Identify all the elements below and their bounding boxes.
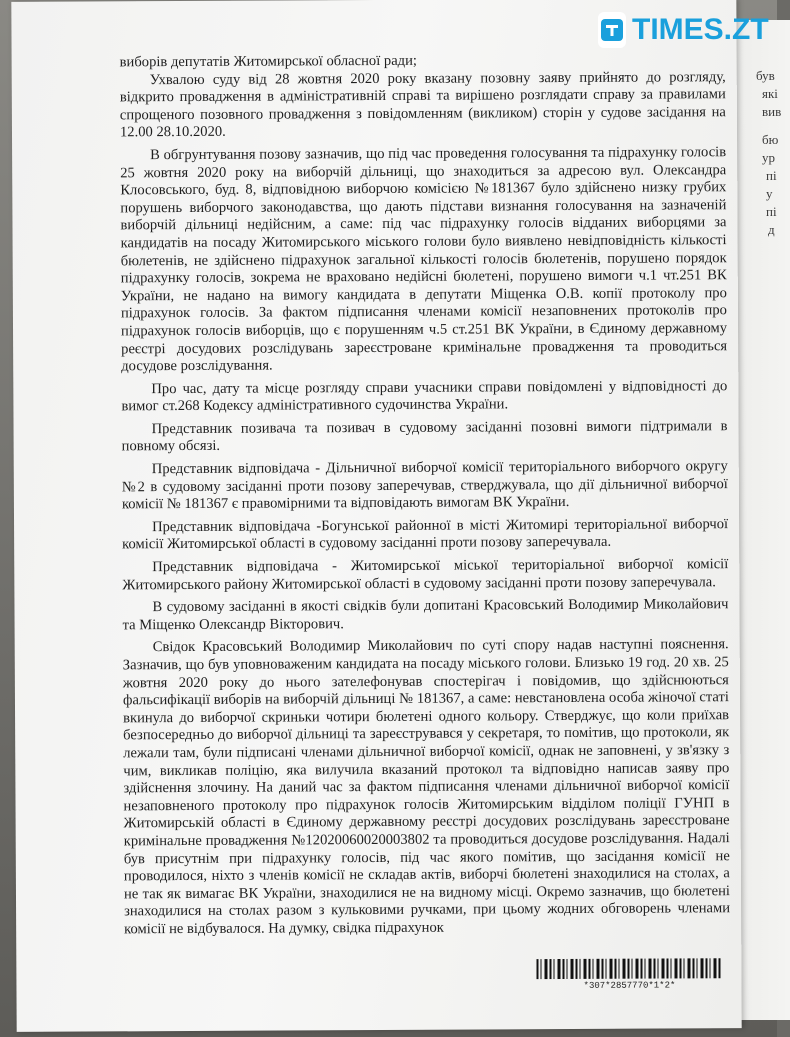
paragraph: В судовому засіданні в якості свідків були допитані Красовський Володимир Миколайович та Міщенко Олександр Вікторович. xyxy=(122,596,729,634)
logo-text: TIMES.ZT xyxy=(632,13,769,46)
paragraph: Представник відповідача -Богунської районної в місті Житомирі територіальної виборчої комісії Житомирської області в судовому засіданні проти позову заперечувала. xyxy=(122,516,729,553)
paragraph: Свідок Красовський Володимир Миколайович по суті спору надав наступні пояснення. Зазначив, що був уповноваженим кандидата на посаду міського голови. Близько 19 год. 20 хв. 25 жовтня 2020 року до нього зателефонував спостерігач і повідомив, що здійснюються фальсифікації виборів на виборчій дільниці № 181367, а саме: невстановлена особа жіночої статі вкинула до виборчої скриньки чотири бюлетені одного кольору. Стверджує, що коли приїхав безпосередньо до виборчої дільниці та зареєструвався у секретаря, то помітив, що протоколи, як лежали там, були підписані членами дільничної виборчої комісії, однак не заповнені, у зв'язку з чим, викликав поліцію, яка вилучила вказаний протокол та відповідно написав заяву про здійснення злочину. На даний час за фактом підписання членами дільничної виборчої комісії незаповненого протоколу про підрахунок голосів Житомирським відділом поліції ГУНП в Житомирській області в Єдиному державному реєстрі досудових розслідувань зареєстроване кримінальне провадження №12020060020003802 та проводиться досудове розслідування. Надалі був присутнім при підрахунку голосів, під час якого помітив, що засідання комісії не проводилося, ніхто з членів комісії не складав актів, виборчі бюлетені знаходилися на столах, а не так як вимагає ВК України, знаходилися не на видному місці. Окремо зазначив, що бюлетені знаходилися на столах разом з кульковими ручками, при цьому жодних обговорень членами комісії не відбувалося. На думку, свідка підрахунок xyxy=(122,636,731,938)
paragraph: Ухвалою суду від 28 жовтня 2020 року вказану позовну заяву прийнято до розгляду, відкрито провадження в адміністративній справі та вирішено розглядати справу за правилами спрощеного позовного провадження з повідомленням (викликом) сторін у судове засідання на 12.00 28.10.2020. xyxy=(119,68,726,141)
under-page-text: пі xyxy=(766,204,777,219)
under-page-text: був xyxy=(756,68,775,83)
under-page-text: у xyxy=(766,186,773,201)
paragraph: Про час, дату та місце розгляду справи учасники справи повідомлені у відповідності до вимог ст.268 Кодексу адміністративного судочинства України. xyxy=(121,377,728,415)
paragraph: Представник відповідача - Дільничної виборчої комісії територіального виборчого округу №2 в судовому засіданні проти позову заперечував, стверджувала, що дії дільничної виборчої комісії № 181367 є правомірними та відповідають вимогам ВК України. xyxy=(121,458,728,513)
paragraph: Представник відповідача - Житомирської міської територіальної виборчої комісії Житомирського району Житомирської області в судовому засіданні проти позову заперечувала. xyxy=(122,556,729,593)
document-page xyxy=(11,0,741,1032)
under-page-text: д xyxy=(768,222,775,237)
barcode xyxy=(536,958,726,1009)
paragraph: Представник позивача та позивач в судовому засіданні позовні вимоги підтримали в повному обсязі. xyxy=(121,418,728,455)
paragraph: В обгрунтування позову зазначив, що під час проведення голосування та підрахунку голосів 25 жовтня 2020 року на виборчій дільниці, що знаходиться за адресою вул. Олександра Клосовського, буд. 8, відповідною виборчою комісією №181367 було здійснено низку грубих порушень виборчого законодавства, що дають підстави визнання голосування на зазначеній виборчій дільниці недійсним, а саме: під час підрахунку голосів відданих виборцями за кандидатів на посаду Житомирського міського голови було виявлено невідповідність кількості бюлетенів, не здійснено підрахунок загальної кількості голосів бюлетенів, порушено порядок підрахунку голосів, зокрема не враховано недійсні бюлетені, порушено вимоги ч.1 чт.251 ВК України, не надано на вимогу кандидата в депутати Міщенка О.В. копії протоколу про підрахунок голосів. За фактом підписання членами комісії незаповнених протоколів про підрахунок голосів виборців, що є порушенням ч.5 ст.251 ВК України, в Єдиному державному реєстрі досудових розслідувань зареєстроване кримінальне провадження та проводиться досудове розслідування. xyxy=(120,144,728,375)
logo-icon xyxy=(598,12,626,48)
document-body xyxy=(120,51,731,939)
under-page-text: пі xyxy=(766,168,777,183)
barcode-bars xyxy=(536,958,722,979)
under-page-text: ур xyxy=(762,150,775,165)
site-logo xyxy=(598,12,769,48)
under-page-text: які xyxy=(762,86,778,101)
under-page-text: бю xyxy=(762,132,779,147)
barcode-number: *307*2857770*1*2* xyxy=(583,980,676,991)
paragraph: виборів депутатів Житомирської обласної ради; xyxy=(119,52,418,71)
under-page-text: вив xyxy=(762,104,782,119)
